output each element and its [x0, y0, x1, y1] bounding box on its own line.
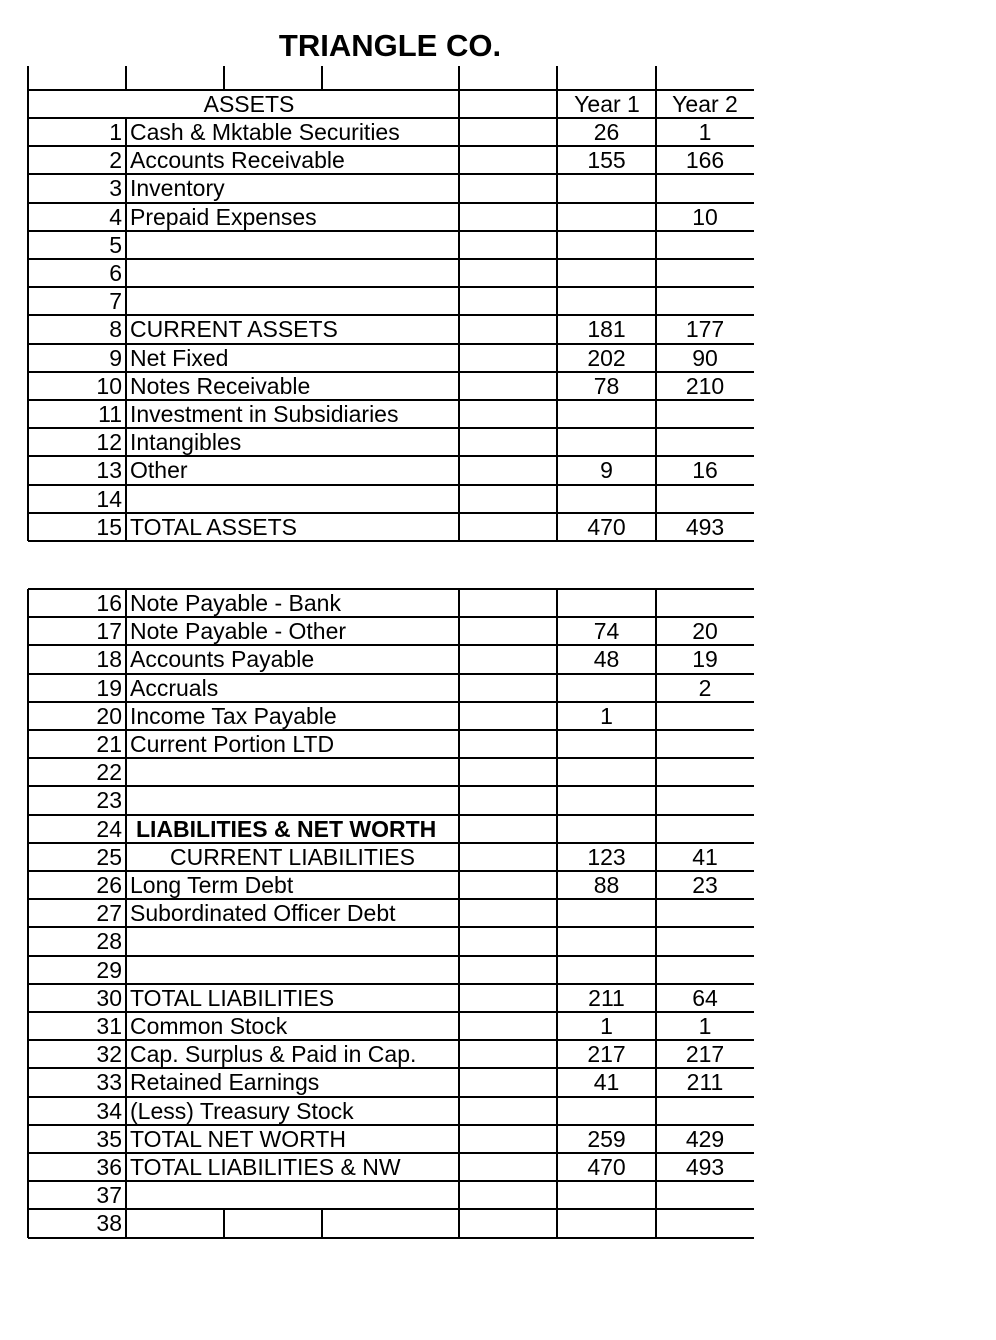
- year1-value: 470: [587, 1154, 626, 1180]
- year2-value: 23: [692, 872, 718, 898]
- row-number: 24: [96, 815, 122, 842]
- row-label: Investment in Subsidiaries: [130, 401, 399, 427]
- year1-value: 41: [593, 1069, 620, 1096]
- row-number: 35: [96, 1125, 122, 1152]
- row-number: 7: [109, 288, 122, 315]
- row-label: CURRENT ASSETS: [130, 316, 338, 343]
- row-label: Long Term Debt: [130, 872, 294, 898]
- grid-tick: [223, 66, 225, 90]
- row-label: Cap. Surplus & Paid in Cap.: [130, 1041, 417, 1068]
- year1-value: [557, 485, 656, 513]
- grid-line: [223, 1209, 225, 1237]
- year2-value: [656, 927, 754, 955]
- row-number: 3: [109, 175, 122, 202]
- year2-value: [656, 485, 754, 513]
- grid-line: [125, 589, 127, 1238]
- row-number: 4: [109, 203, 122, 230]
- year2-value: 217: [685, 1041, 725, 1068]
- row-number: 21: [96, 731, 122, 757]
- row-number: 30: [96, 984, 122, 1011]
- row-number: 38: [96, 1210, 122, 1237]
- row-label: [130, 956, 460, 984]
- row-label: [130, 1181, 460, 1209]
- year1-value: [557, 927, 656, 955]
- year1-value: 217: [587, 1041, 626, 1068]
- company-title: TRIANGLE CO.: [278, 28, 502, 63]
- year1-value: [557, 815, 656, 843]
- row-label: Income Tax Payable: [130, 702, 337, 729]
- year2-value: 166: [685, 147, 725, 174]
- row-label: Note Payable - Bank: [130, 590, 341, 616]
- row-number: 32: [96, 1041, 122, 1068]
- year2-value: [656, 786, 754, 814]
- row-label: [130, 758, 460, 786]
- year2-value: [656, 758, 754, 786]
- year1-value: 259: [587, 1125, 626, 1152]
- year2-value: [656, 287, 754, 315]
- row-number: 28: [96, 928, 122, 955]
- row-number: 36: [96, 1154, 122, 1180]
- year2-value: 1: [698, 119, 712, 145]
- row-number: 20: [96, 702, 122, 729]
- row-label: Current Portion LTD: [130, 731, 335, 757]
- row-label: [130, 1209, 460, 1237]
- row-number: 13: [96, 457, 122, 484]
- year1-value: 155: [587, 147, 626, 174]
- year1-header: Year 1: [574, 91, 640, 117]
- row-label: Prepaid Expenses: [130, 203, 317, 230]
- row-label: Note Payable - Other: [130, 618, 347, 645]
- row-label: Retained Earnings: [130, 1069, 320, 1096]
- row-number: 17: [96, 618, 122, 645]
- row-label: [130, 927, 460, 955]
- year2-value: [656, 702, 754, 730]
- year2-value: 211: [686, 1069, 724, 1096]
- row-number: 11: [98, 401, 122, 427]
- year1-value: [557, 1097, 656, 1125]
- year2-value: 493: [685, 1154, 725, 1180]
- row-number: 26: [96, 872, 122, 898]
- grid-tick: [655, 66, 657, 90]
- row-label: LIABILITIES & NET WORTH: [136, 815, 437, 842]
- row-label: TOTAL LIABILITIES: [130, 984, 335, 1011]
- year1-value: [557, 428, 656, 456]
- year1-value: 9: [600, 457, 613, 484]
- grid-line: [27, 90, 29, 541]
- year1-value: [557, 730, 656, 758]
- year2-value: 2: [698, 674, 712, 701]
- year2-value: [656, 259, 754, 287]
- year1-value: [557, 259, 656, 287]
- row-number: 18: [96, 646, 122, 673]
- year1-value: [557, 956, 656, 984]
- row-number: 14: [96, 485, 122, 512]
- row-label: TOTAL LIABILITIES & NW: [130, 1154, 401, 1180]
- row-number: 1: [109, 119, 122, 145]
- grid-line: [458, 589, 460, 1238]
- row-label: (Less) Treasury Stock: [130, 1097, 354, 1124]
- year2-value: [656, 1181, 754, 1209]
- year2-value: [656, 174, 754, 202]
- year1-value: 470: [587, 513, 626, 540]
- row-number: 6: [109, 260, 122, 286]
- row-number: 15: [96, 513, 122, 540]
- grid-tick: [321, 66, 323, 90]
- row-number: 31: [96, 1013, 122, 1039]
- year2-value: [656, 589, 754, 617]
- year2-value: 1: [698, 1013, 712, 1039]
- row-label: Common Stock: [130, 1013, 288, 1039]
- row-number: 27: [96, 900, 122, 927]
- year2-value: 429: [685, 1125, 725, 1152]
- year2-value: [656, 899, 754, 927]
- row-label: CURRENT LIABILITIES: [170, 843, 415, 870]
- grid-line: [458, 90, 460, 541]
- year1-value: [557, 589, 656, 617]
- year1-value: 1: [600, 1013, 613, 1039]
- year2-value: 20: [692, 618, 718, 645]
- year1-value: [557, 758, 656, 786]
- row-label: [130, 485, 460, 513]
- year2-value: 64: [692, 984, 718, 1011]
- row-label: Cash & Mktable Securities: [130, 119, 400, 145]
- row-label: Other: [130, 457, 188, 484]
- year1-value: [557, 231, 656, 259]
- row-number: 16: [96, 590, 122, 616]
- grid-line: [556, 589, 558, 1238]
- year2-value: 493: [685, 513, 725, 540]
- year2-value: [656, 956, 754, 984]
- row-label: [130, 786, 460, 814]
- year1-value: [557, 287, 656, 315]
- year1-value: [557, 786, 656, 814]
- row-label: Accruals: [130, 674, 219, 701]
- year1-value: 74: [593, 618, 620, 645]
- row-number: 19: [96, 674, 122, 701]
- year1-value: 181: [587, 316, 626, 343]
- grid-line: [556, 90, 558, 541]
- year2-value: 177: [685, 316, 725, 343]
- year1-value: [557, 1181, 656, 1209]
- year1-value: 123: [587, 843, 626, 870]
- year2-value: 16: [692, 457, 718, 484]
- row-label: Notes Receivable: [130, 372, 311, 399]
- year2-value: [656, 428, 754, 456]
- row-label: TOTAL ASSETS: [130, 513, 298, 540]
- year2-value: [656, 1209, 754, 1237]
- row-label: TOTAL NET WORTH: [130, 1125, 346, 1152]
- year2-value: 41: [692, 843, 718, 870]
- row-number: 25: [96, 843, 122, 870]
- grid-line: [321, 1209, 323, 1237]
- row-label: Accounts Receivable: [130, 147, 345, 174]
- year1-value: [557, 400, 656, 428]
- year1-value: 26: [593, 119, 620, 145]
- grid-tick: [27, 66, 29, 90]
- row-number: 9: [109, 344, 122, 371]
- row-number: 5: [109, 231, 122, 258]
- year2-value: 10: [692, 203, 718, 230]
- year1-value: 1: [600, 702, 613, 729]
- year2-value: [656, 400, 754, 428]
- row-label: Net Fixed: [130, 344, 229, 371]
- grid-line: [28, 89, 754, 91]
- year1-value: [557, 899, 656, 927]
- grid-line: [27, 589, 29, 1238]
- row-number: 37: [96, 1182, 122, 1209]
- year2-value: [656, 815, 754, 843]
- row-number: 8: [109, 316, 122, 343]
- row-number: 12: [96, 429, 122, 456]
- row-number: 23: [96, 787, 122, 814]
- row-label: Subordinated Officer Debt: [130, 900, 396, 927]
- row-number: 10: [96, 372, 122, 399]
- grid-line: [655, 589, 657, 1238]
- row-number: 34: [96, 1097, 122, 1124]
- year1-value: 202: [587, 344, 626, 371]
- row-number: 2: [109, 147, 122, 174]
- grid-tick: [125, 66, 127, 90]
- year2-value: [656, 730, 754, 758]
- year1-value: 78: [593, 372, 620, 399]
- row-number: 29: [96, 956, 122, 983]
- year2-value: [656, 231, 754, 259]
- year1-value: [557, 203, 656, 231]
- year1-value: 48: [593, 646, 620, 673]
- year1-value: [557, 674, 656, 702]
- year2-value: 210: [685, 372, 725, 399]
- row-label: Inventory: [130, 175, 225, 202]
- grid-tick: [556, 66, 558, 90]
- year1-value: [557, 174, 656, 202]
- row-label: [130, 231, 460, 259]
- year1-value: [557, 1209, 656, 1237]
- row-number: 33: [96, 1069, 122, 1096]
- year2-value: 19: [692, 646, 718, 673]
- grid-tick: [458, 66, 460, 90]
- year2-header: Year 2: [672, 91, 738, 117]
- row-label: Intangibles: [130, 429, 242, 456]
- year1-value: 88: [593, 872, 620, 898]
- row-label: [130, 259, 460, 287]
- grid-line: [125, 118, 127, 541]
- grid-line: [655, 90, 657, 541]
- assets-header: ASSETS: [203, 91, 295, 117]
- year1-value: 211: [588, 984, 625, 1011]
- year2-value: [656, 1097, 754, 1125]
- row-label: [130, 287, 460, 315]
- row-label: Accounts Payable: [130, 646, 315, 673]
- year2-value: 90: [692, 344, 718, 371]
- row-number: 22: [96, 759, 122, 786]
